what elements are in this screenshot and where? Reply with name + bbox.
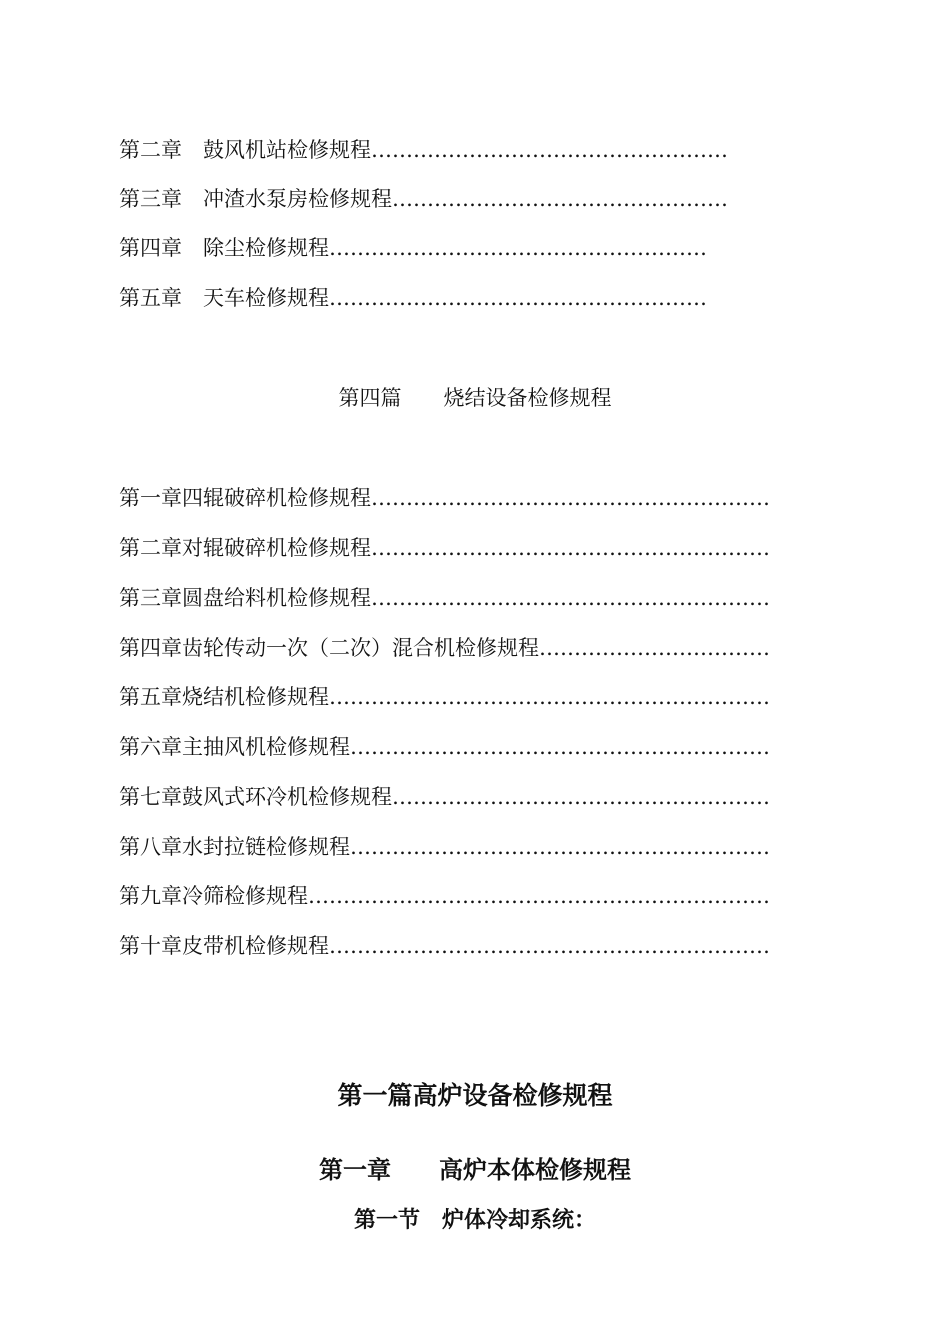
toc-entry xyxy=(119,783,770,811)
toc-entry xyxy=(119,484,770,512)
toc-entry-label: 第七章鼓风式环冷机检修规程 xyxy=(119,785,392,809)
toc-entry xyxy=(119,882,770,910)
toc-entry-label: 第十章皮带机检修规程 xyxy=(119,934,329,958)
toc-entry-label: 第三章圆盘给料机检修规程 xyxy=(119,586,371,610)
toc-entry xyxy=(119,833,770,861)
toc-entry-leader: ………………………………………………… xyxy=(371,586,770,610)
section-heading: 第一节 炉体冷却系统： xyxy=(353,1207,596,1233)
toc-entry-leader: …………………………… xyxy=(539,636,770,660)
toc-entry-label: 第六章主抽风机检修规程 xyxy=(119,735,350,759)
part-heading: 第一篇高炉设备检修规程 xyxy=(337,1081,613,1110)
toc-entry-label: 第一章四辊破碎机检修规程 xyxy=(119,486,371,510)
toc-entry-leader: ……………………………………………………… xyxy=(329,685,770,709)
toc-entry-label: 第九章冷筛检修规程 xyxy=(119,884,308,908)
toc-entry xyxy=(119,584,770,612)
toc-entry xyxy=(119,683,770,711)
toc-entry-leader: ………………………………………………… xyxy=(371,486,770,510)
chapter-heading: 第一章 高炉本体检修规程 xyxy=(319,1155,631,1184)
toc-entry-label: 第五章烧结机检修规程 xyxy=(119,685,329,709)
toc-entry-label: 第二章对辊破碎机检修规程 xyxy=(119,536,371,560)
part-title: 第四篇 烧结设备检修规程 xyxy=(338,386,612,410)
toc-entry-leader: …………………………………………………… xyxy=(350,835,770,859)
toc-entry xyxy=(119,185,728,213)
toc-entry-leader: ……………………………………………………… xyxy=(329,934,770,958)
toc-entry-leader: ………………………………………… xyxy=(392,187,728,211)
toc-entry-leader: ………………………………………………………… xyxy=(308,884,770,908)
toc-entry xyxy=(119,733,770,761)
toc-entry xyxy=(119,234,707,262)
toc-entry-leader: …………………………………………………… xyxy=(350,735,770,759)
toc-entry-leader: ……………………………………………… xyxy=(392,785,770,809)
toc-entry-label: 第五章 天车检修规程 xyxy=(119,286,329,310)
toc-entry xyxy=(119,932,770,960)
toc-entry xyxy=(119,534,770,562)
toc-entry-label: 第三章 冲渣水泵房检修规程 xyxy=(119,187,392,211)
toc-entry-label: 第二章 鼓风机站检修规程 xyxy=(119,138,371,162)
toc-entry xyxy=(119,136,728,164)
toc-entry-leader: ……………………………………………… xyxy=(329,286,707,310)
toc-entry xyxy=(119,634,770,662)
toc-entry-label: 第四章齿轮传动一次（二次）混合机检修规程 xyxy=(119,636,539,660)
toc-entry-leader: ………………………………………………… xyxy=(371,536,770,560)
toc-entry-label: 第八章水封拉链检修规程 xyxy=(119,835,350,859)
toc-entry-leader: ……………………………………………… xyxy=(329,236,707,260)
toc-entry xyxy=(119,284,707,312)
toc-entry-label: 第四章 除尘检修规程 xyxy=(119,236,329,260)
toc-entry-leader: …………………………………………… xyxy=(371,138,728,162)
